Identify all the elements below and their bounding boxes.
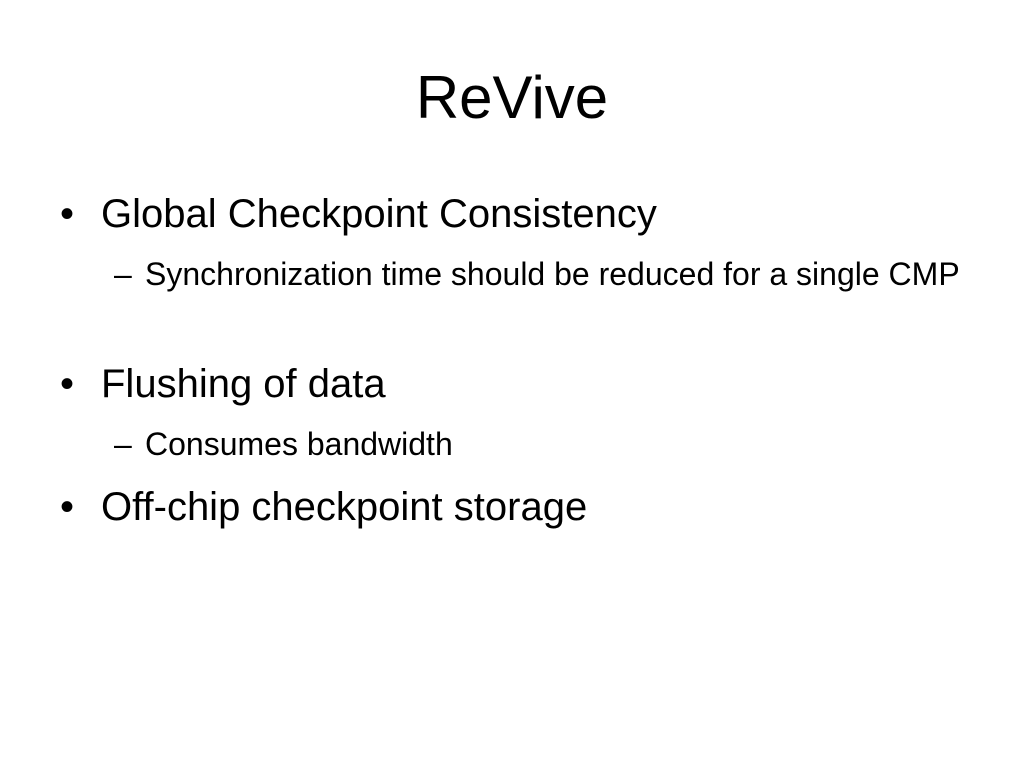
sub-bullet-text: Consumes bandwidth — [145, 426, 453, 462]
bullet-icon: • — [60, 192, 75, 236]
sub-bullet-text: Synchronization time should be reduced for a single CMP — [145, 256, 960, 292]
bullet-text: Flushing of data — [101, 362, 386, 406]
bullet-text: Off-chip checkpoint storage — [101, 485, 588, 529]
dash-icon: – — [114, 256, 132, 292]
sub-bullet-consumes-bandwidth — [114, 420, 974, 468]
sub-bullet-synchronization-time — [114, 250, 974, 298]
dash-icon: – — [114, 426, 132, 462]
slide-title: ReVive — [415, 64, 609, 131]
bullet-text: Global Checkpoint Consistency — [101, 192, 657, 236]
bullet-icon: • — [60, 362, 75, 406]
bullet-icon: • — [60, 485, 75, 529]
